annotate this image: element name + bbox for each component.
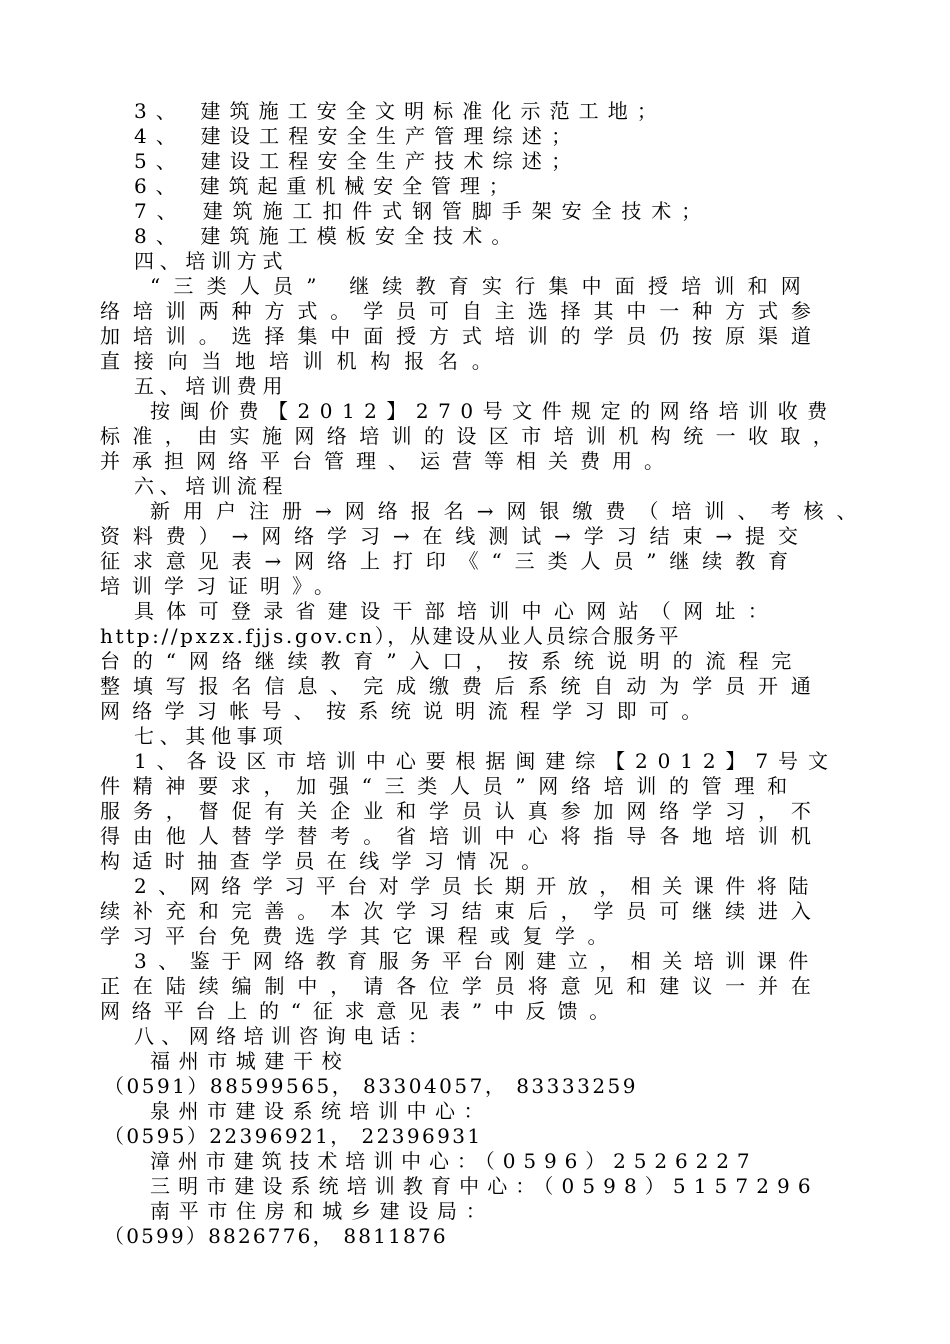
paragraph-line: 网络平台上的“征求意见表”中反馈。 <box>100 999 622 1023</box>
paragraph-line: 构适时抽查学员在线学习情况。 <box>100 849 554 873</box>
paragraph-line: 件精神要求，加强“三类人员”网络培训的管理和 <box>100 774 800 798</box>
contact-phone-nanping: （0599）8826776， 8811876 <box>104 1224 448 1248</box>
paragraph-line: 续补充和完善。本次学习结束后，学员可继续进入 <box>100 899 824 923</box>
paragraph-line: 正在陆续编制中，请各位学员将意见和建议一并在 <box>100 974 824 998</box>
section-heading-other-matters: 七、其他事项 <box>134 724 289 748</box>
list-item-4: 4、 建设工程安全生产管理综述； <box>134 124 581 148</box>
section-heading-training-process: 六、培训流程 <box>134 474 289 498</box>
paragraph-line: 1、各设区市培训中心要根据闽建综【2012】7号文 <box>134 749 838 773</box>
paragraph-line: 直接向当地培训机构报名。 <box>100 349 506 373</box>
section-heading-training-fee: 五、培训费用 <box>134 374 289 398</box>
contact-name-quanzhou: 泉州市建设系统培训中心： <box>150 1099 492 1123</box>
paragraph-line: 学习平台免费选学其它课程或复学。 <box>100 924 620 948</box>
paragraph-line: 网络学习帐号、按系统说明流程学习即可。 <box>100 699 714 723</box>
paragraph-line: 并承担网络平台管理、运营等相关费用。 <box>100 449 676 473</box>
contact-sanming: 三明市建设系统培训教育中心：（0598）5157296 <box>150 1174 819 1198</box>
paragraph-line: 具体可登录省建设干部培训中心网站（网址： <box>134 599 780 623</box>
paragraph-line: 按闽价费【2012】270号文件规定的网络培训收费 <box>150 399 837 423</box>
contact-name-fuzhou: 福州市城建干校 <box>150 1049 351 1073</box>
contact-phone-fuzhou: （0591）88599565， 83304057， 83333259 <box>104 1074 639 1098</box>
list-item-3: 3、 建筑施工安全文明标准化示范工地； <box>134 99 666 123</box>
contact-name-nanping: 南平市住房和城乡建设局： <box>150 1199 495 1223</box>
paragraph-line: 标准，由实施网络培训的设区市培训机构统一收取， <box>100 424 846 448</box>
paragraph-line: 得由他人替学替考。省培训中心将指导各地培训机 <box>100 824 824 848</box>
contact-zhangzhou: 漳州市建筑技术培训中心：（0596）2526227 <box>150 1149 758 1173</box>
paragraph-line: 台的“网络继续教育”入口，按系统说明的流程完 <box>100 649 805 673</box>
contact-phone-quanzhou: （0595）22396921， 22396931 <box>104 1124 483 1148</box>
list-item-8: 8、 建筑施工模板安全技术。 <box>134 224 521 248</box>
paragraph-line: 征求意见表→网络上打印《“三类人员”继续教育 <box>100 549 802 573</box>
paragraph-line: 加培训。选择集中面授方式培训的学员仍按原渠道 <box>100 324 824 348</box>
paragraph-line: “三类人员” 继续教育实行集中面授培训和网 <box>150 274 815 298</box>
paragraph-line: 3、鉴于网络教育服务平台刚建立，相关培训课件 <box>134 949 820 973</box>
section-heading-training-method: 四、培训方式 <box>134 249 289 273</box>
paragraph-line: 资料费）→网络学习→在线测试→学习结束→提交 <box>100 524 811 548</box>
website-line: http://pxzx.fjjs.gov.cn），从建设从业人员综合服务平 <box>100 624 682 648</box>
paragraph-line: 络培训两种方式。学员可自主选择其中一种方式参 <box>100 299 824 323</box>
section-heading-hotline: 八、网络培训咨询电话： <box>134 1024 436 1048</box>
paragraph-line: 2、网络学习平台对学员长期开放，相关课件将陆 <box>134 874 820 898</box>
paragraph-line: 新用户注册→网络报名→网银缴费（培训、考核、 <box>150 499 870 523</box>
list-item-6: 6、 建筑起重机械安全管理； <box>134 174 518 198</box>
list-item-7: 7、 建筑施工扣件式钢管脚手架安全技术； <box>134 199 712 223</box>
paragraph-line: 整填写报名信息、完成缴费后系统自动为学员开通 <box>100 674 824 698</box>
list-item-5: 5、 建设工程安全生产技术综述； <box>134 149 581 173</box>
paragraph-line: 培训学习证明》。 <box>100 574 346 598</box>
paragraph-line: 服务，督促有关企业和学员认真参加网络学习，不 <box>100 799 824 823</box>
